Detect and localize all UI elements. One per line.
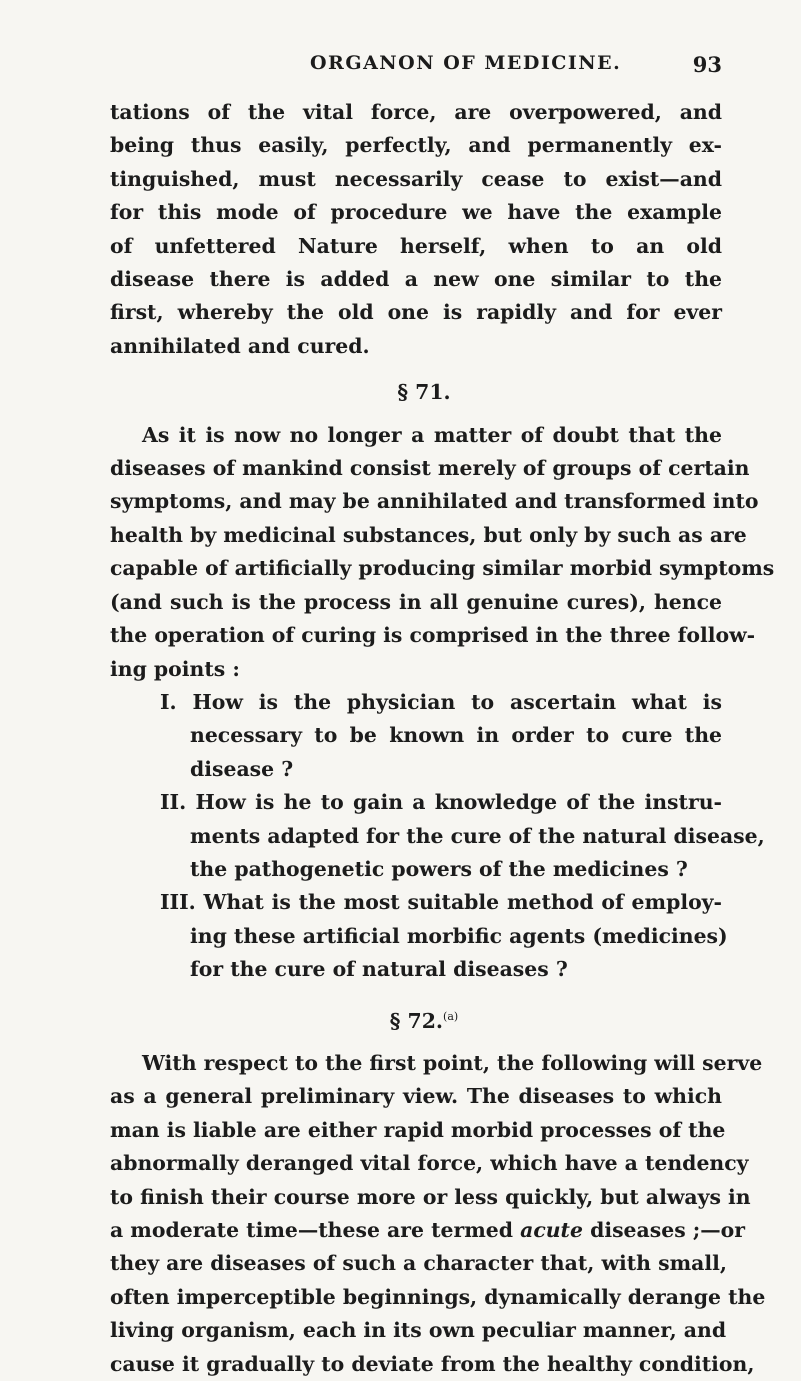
text-line: for this mode of procedure we have the example: [110, 200, 722, 225]
section-72-text: [110, 1047, 766, 1381]
text-line: III. What is the most suitable method of employ-: [160, 890, 722, 915]
text-line: being thus easily, perfectly, and permanently ex-: [110, 133, 722, 158]
text-line: ing points :: [110, 656, 240, 681]
text-span: diseases ;—or: [582, 1218, 746, 1242]
section-heading-71: § 71.: [397, 380, 451, 405]
list-item: [160, 886, 728, 986]
text-line: ing these artificial morbific agents (medicines): [190, 923, 728, 948]
text-line: I. How is the physician to ascertain what is: [160, 689, 722, 714]
text-line: often imperceptible beginnings, dynamically derange the: [110, 1284, 766, 1309]
text-line: man is liable are either rapid morbid processes of the: [110, 1117, 726, 1142]
paragraph-continuation: [110, 96, 722, 363]
text-line: the pathogenetic powers of the medicines ?: [190, 856, 688, 881]
points-list: [110, 686, 765, 987]
text-line: disease there is added a new one similar to the: [110, 267, 722, 292]
text-line: first, whereby the old one is rapidly and for ever: [110, 300, 722, 325]
text-line: symptoms, and may be annihilated and transformed into: [110, 489, 759, 514]
text-line: disease ?: [190, 756, 294, 781]
text-line-with-italic: [110, 1214, 746, 1247]
text-line: With respect to the first point, the following will serve: [142, 1050, 763, 1075]
text-line: As it is now no longer a matter of doubt that the: [142, 422, 722, 447]
list-item: [160, 686, 722, 786]
text-span: a moderate time—these are termed: [110, 1218, 521, 1242]
italic-term: acute: [520, 1218, 583, 1242]
text-line: ments adapted for the cure of the natural disease,: [190, 823, 765, 848]
text-line: health by medicinal substances, but only by such as are: [110, 522, 747, 547]
section-71-text: [110, 419, 775, 686]
text-line: to finish their course more or less quickly, but always in: [110, 1184, 751, 1209]
text-line: diseases of mankind consist merely of groups of certain: [110, 456, 750, 481]
text-line: for the cure of natural diseases ?: [190, 957, 568, 982]
text-line: (and such is the process in all genuine cures), hence: [110, 589, 722, 614]
text-line: the operation of curing is comprised in the three follow-: [110, 623, 756, 648]
text-line: they are diseases of such a character that, with small,: [110, 1251, 727, 1276]
page-number: 93: [692, 52, 722, 77]
text-line: necessary to be known in order to cure the: [190, 723, 722, 748]
text-line: living organism, each in its own peculiar manner, and: [110, 1318, 727, 1343]
text-line: capable of artificially producing similar morbid symptoms: [110, 556, 775, 581]
text-line: II. How is he to gain a knowledge of the instru-: [160, 790, 722, 815]
body-text: [110, 96, 775, 1381]
page-header: [110, 52, 722, 82]
text-line: of unfettered Nature herself, when to an old: [110, 233, 722, 258]
text-line: as a general preliminary view. The diseases to which: [110, 1084, 722, 1109]
text-line: tinguished, must necessarily cease to exist—and: [110, 166, 722, 191]
text-line: annihilated and cured.: [110, 333, 370, 358]
running-head: ORGANON OF MEDICINE.: [310, 52, 622, 74]
text-line: abnormally deranged vital force, which have a tendency: [110, 1151, 749, 1176]
list-item: [160, 786, 765, 886]
text-line: tations of the vital force, are overpowered, and: [110, 100, 722, 124]
footnote-marker: (a): [443, 1009, 459, 1023]
section-heading-72: [110, 1000, 722, 1038]
text-line: cause it gradually to deviate from the healthy condition,: [110, 1351, 755, 1376]
section-number: § 72.: [389, 1008, 444, 1033]
